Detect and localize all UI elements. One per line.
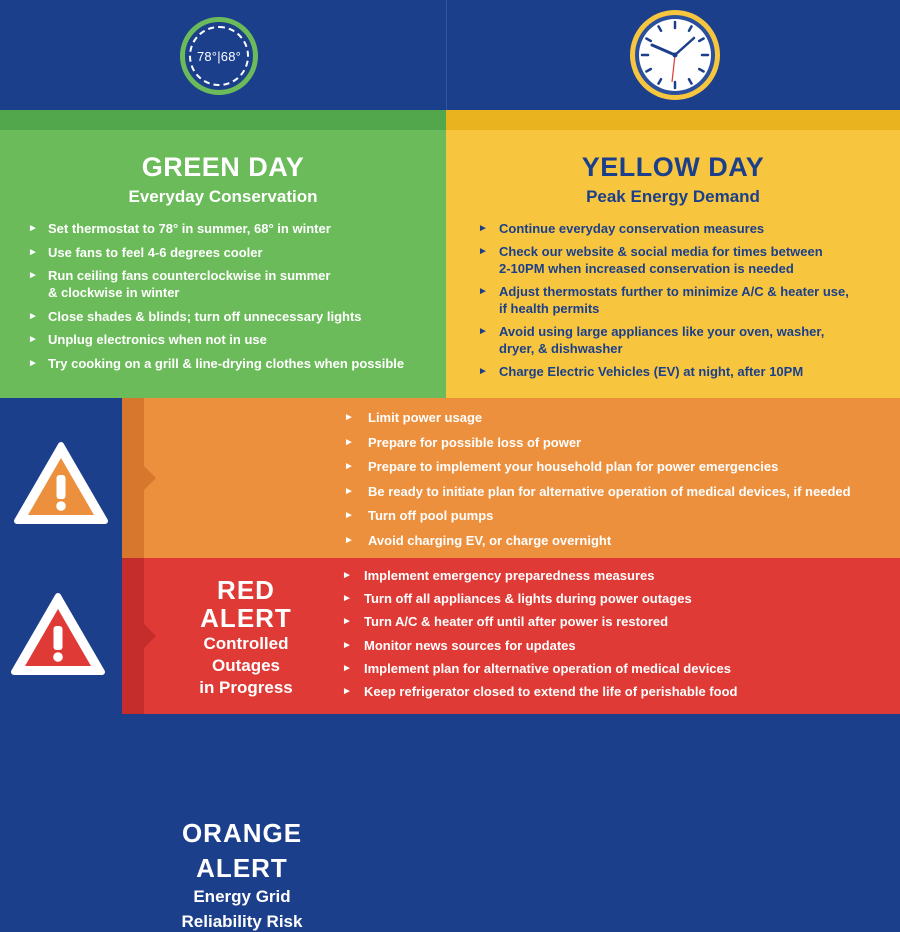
red-alert-title-line2: ALERT [200, 603, 292, 633]
triangle-bullet-icon: ► [478, 246, 488, 257]
yellow-list-item-text: Adjust thermostats further to minimize A/C & heater use, if health permits [499, 284, 849, 316]
green-list-item-text: Close shades & blinds; turn off unnecessary lights [48, 308, 362, 324]
green-list-item [28, 220, 438, 237]
triangle-bullet-icon: ► [342, 616, 352, 628]
red-list-item-text: Turn A/C & heater off until after power is restored [364, 614, 669, 630]
triangle-bullet-icon: ► [28, 334, 38, 345]
orange-list-item-text: Prepare for possible loss of power [368, 434, 582, 450]
red-list-item [342, 683, 894, 700]
orange-list-item-text: Be ready to initiate plan for alternative operation of medical devices, if needed [368, 483, 851, 499]
orange-list-item [344, 532, 894, 549]
yellow-list-item-text: Charge Electric Vehicles (EV) at night, after 10PM [499, 364, 804, 379]
orange-list-item [344, 434, 894, 451]
red-list-item [342, 567, 894, 584]
green-list-item [28, 355, 438, 372]
triangle-bullet-icon: ► [28, 270, 38, 281]
green-list-item [28, 244, 438, 261]
clock-icon [628, 8, 722, 102]
yellow-list-item [478, 243, 898, 277]
green-day-title: GREEN DAY [141, 152, 305, 182]
thermostat-icon [180, 17, 258, 95]
red-alert-title-line1: RED [217, 575, 275, 605]
green-list-item-text: Run ceiling fans counterclockwise in summer & clockwise in winter [48, 268, 331, 300]
triangle-bullet-icon: ► [342, 685, 352, 697]
triangle-bullet-icon: ► [478, 286, 488, 297]
triangle-bullet-icon: ► [28, 223, 38, 234]
orange-list-item [344, 458, 894, 475]
triangle-bullet-icon: ► [342, 662, 352, 674]
orange-alert-list [344, 409, 894, 556]
orange-chevron [144, 466, 156, 490]
orange-list-item [344, 507, 894, 524]
orange-alert-subtitle-line1: Energy Grid [193, 887, 291, 906]
triangle-bullet-icon: ► [478, 326, 488, 337]
red-list-item [342, 613, 894, 630]
yellow-list-item [478, 323, 898, 357]
red-list-item [342, 660, 894, 677]
yellow-list-item [478, 220, 898, 237]
triangle-bullet-icon: ► [478, 223, 488, 234]
triangle-bullet-icon: ► [344, 412, 354, 423]
yellow-list-item [478, 283, 898, 317]
green-list-item-text: Use fans to feel 4-6 degrees cooler [48, 244, 263, 260]
green-list-item [28, 267, 438, 301]
green-day-list [28, 220, 438, 378]
orange-alert-title-line1: ORANGE [181, 818, 303, 848]
green-day-subtitle: Everyday Conservation [128, 187, 318, 206]
orange-alert-title-line2: ALERT [196, 853, 288, 883]
triangle-bullet-icon: ► [344, 534, 354, 546]
green-list-item-text: Set thermostat to 78° in summer, 68° in winter [48, 221, 331, 236]
orange-list-item-text: Turn off pool pumps [368, 508, 494, 523]
orange-list-item [344, 483, 894, 500]
green-list-item-text: Try cooking on a grill & line-drying clothes when possible [48, 355, 405, 371]
orange-list-item-text: Avoid charging EV, or charge overnight [368, 532, 612, 548]
orange-alert-subtitle-line2: Reliability Risk [181, 912, 303, 931]
orange-alert-strip [122, 398, 144, 558]
yellow-day-header [446, 0, 900, 110]
warning-triangle-icon [10, 592, 106, 676]
triangle-bullet-icon: ► [344, 485, 354, 497]
red-list-item-text: Implement emergency preparedness measures [364, 568, 655, 583]
triangle-bullet-icon: ► [342, 570, 352, 581]
triangle-bullet-icon: ► [344, 461, 354, 472]
triangle-bullet-icon: ► [28, 357, 38, 369]
green-day-header [0, 0, 446, 110]
red-alert-list [342, 567, 894, 706]
orange-list-item-text: Limit power usage [368, 410, 483, 425]
yellow-day-list [478, 220, 898, 386]
red-list-item [342, 637, 894, 654]
yellow-day-subtitle: Peak Energy Demand [586, 187, 760, 206]
orange-list-item [344, 409, 894, 426]
yellow-day-title: YELLOW DAY [581, 152, 765, 182]
yellow-day-section [446, 130, 900, 398]
triangle-bullet-icon: ► [344, 436, 354, 448]
red-list-item-text: Implement plan for alternative operation of medical devices [364, 660, 731, 676]
green-list-item [28, 331, 438, 348]
red-list-item-text: Turn off all appliances & lights during power outages [364, 591, 692, 607]
triangle-bullet-icon: ► [478, 366, 488, 377]
orange-list-item-text: Prepare to implement your household plan for power emergencies [368, 459, 779, 474]
triangle-bullet-icon: ► [28, 310, 38, 322]
triangle-bullet-icon: ► [28, 246, 38, 258]
green-day-section [0, 130, 446, 398]
yellow-list-item-text: Avoid using large appliances like your oven, washer, dryer, & dishwasher [499, 324, 825, 356]
red-alert-subtitle-line2: Outages [211, 656, 281, 675]
triangle-bullet-icon: ► [342, 639, 352, 651]
thermostat-display: 78°|68° [196, 48, 242, 64]
red-alert-subtitle-line3: in Progress [199, 678, 293, 697]
yellow-list-item-text: Continue everyday conservation measures [499, 221, 765, 236]
green-list-item [28, 308, 438, 325]
triangle-bullet-icon: ► [342, 593, 352, 605]
green-day-band [0, 110, 446, 130]
red-list-item-text: Monitor news sources for updates [364, 637, 576, 653]
triangle-bullet-icon: ► [344, 510, 354, 521]
red-list-item [342, 590, 894, 607]
red-alert-subtitle-line1: Controlled [203, 634, 289, 653]
yellow-list-item-text: Check our website & social media for times between 2-10PM when increased conservation is needed [499, 244, 823, 276]
red-list-item-text: Keep refrigerator closed to extend the life of perishable food [364, 683, 738, 699]
yellow-list-item [478, 363, 898, 380]
yellow-day-band [446, 110, 900, 130]
green-list-item-text: Unplug electronics when not in use [48, 332, 267, 347]
warning-triangle-icon [13, 441, 109, 525]
red-alert-strip [122, 558, 144, 714]
